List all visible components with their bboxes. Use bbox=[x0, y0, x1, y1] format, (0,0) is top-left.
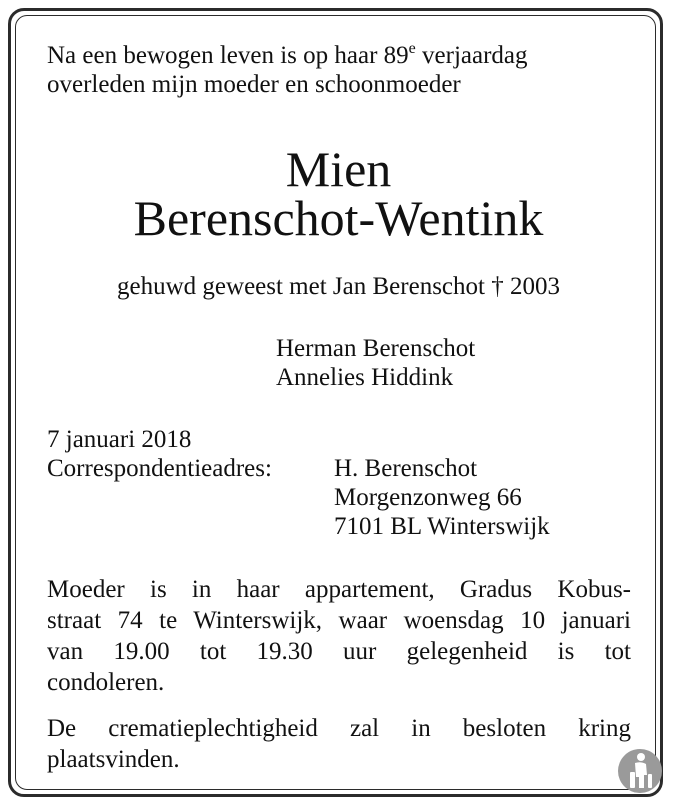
married-to-line: gehuwd geweest met Jan Berenschot † 2003 bbox=[117, 273, 560, 300]
intro-line-1-end: verjaardag bbox=[415, 42, 528, 69]
intro-line-1 bbox=[47, 41, 631, 70]
intro-line-2: overleden mijn moeder en schoonmoeder bbox=[47, 71, 461, 98]
correspondence-name: H. Berenschot bbox=[334, 455, 478, 482]
deceased-first-name: Mien bbox=[285, 141, 392, 197]
deceased-surname: Berenschot-Wentink bbox=[133, 190, 544, 246]
correspondence-street: Morgenzonweg 66 bbox=[334, 484, 522, 511]
cremation-paragraph bbox=[47, 713, 631, 775]
condolence-paragraph bbox=[47, 574, 631, 698]
condolence-line-3: van 19.00 tot 19.30 uur gelegenheid is tot bbox=[47, 638, 631, 665]
intro-line-1-text: Na een bewogen leven is op haar 89 bbox=[47, 42, 409, 69]
ordinal-suffix: e bbox=[408, 40, 416, 57]
condolence-line-1: Moeder is in haar appartement, Gradus Kobus- bbox=[47, 576, 631, 603]
family-member-1: Herman Berenschot bbox=[276, 335, 476, 362]
cremation-line-1: De crematieplechtigheid zal in besloten kring bbox=[47, 715, 631, 742]
intro-text bbox=[47, 41, 631, 99]
correspondence-city: 7101 BL Winterswijk bbox=[334, 513, 550, 540]
correspondence-label: Correspondentieadres: bbox=[47, 455, 272, 482]
condolence-line-2: straat 74 te Winterswijk, waar woensdag 10 januari bbox=[47, 607, 631, 634]
condolence-line-4: condoleren. bbox=[47, 669, 165, 696]
memorial-figure-logo-icon bbox=[617, 748, 663, 794]
cremation-line-2: plaatsvinden. bbox=[47, 746, 180, 773]
notice-date: 7 januari 2018 bbox=[47, 426, 192, 453]
family-member-2: Annelies Hiddink bbox=[276, 364, 454, 391]
